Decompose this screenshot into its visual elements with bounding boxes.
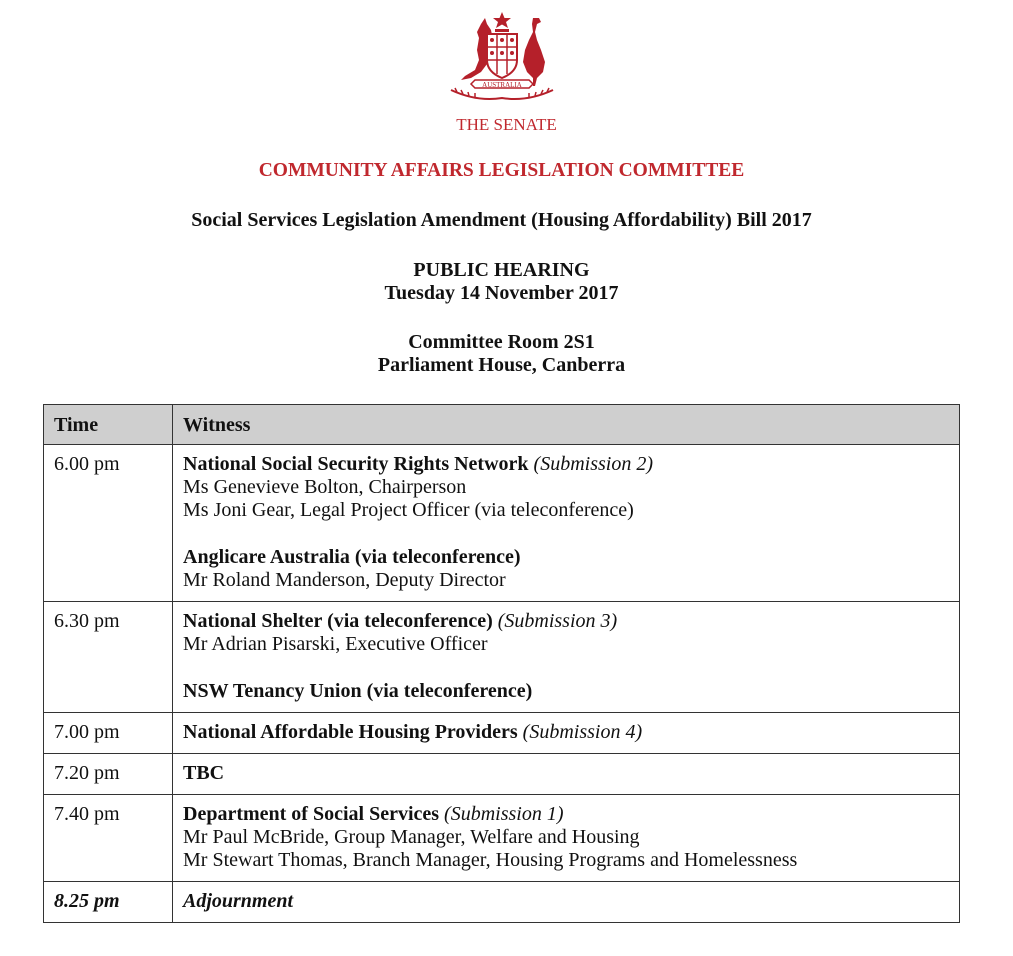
- schedule-table: [43, 404, 960, 923]
- witness-person: Mr Stewart Thomas, Branch Manager, Housing Programs and Homelessness: [183, 849, 798, 871]
- witness-person: Mr Adrian Pisarski, Executive Officer: [183, 633, 488, 655]
- adjournment-time: 8.25 pm: [44, 882, 173, 923]
- witness-cell: [173, 713, 960, 754]
- venue-room: Committee Room 2S1: [408, 331, 595, 353]
- witness-person: Ms Joni Gear, Legal Project Officer (via teleconference): [183, 499, 634, 521]
- organisation-name: NSW Tenancy Union (via teleconference): [183, 680, 533, 702]
- witness-organisation: [183, 762, 949, 785]
- organisation-name: National Social Security Rights Network: [183, 453, 529, 475]
- time-cell: 7.40 pm: [44, 795, 173, 882]
- adjournment-label: Adjournment: [173, 882, 960, 923]
- witness-person: Mr Paul McBride, Group Manager, Welfare and Housing: [183, 826, 640, 848]
- venue-block: [0, 331, 1003, 377]
- group-spacer: [183, 656, 949, 680]
- witness-organisation: [183, 610, 949, 633]
- submission-ref: (Submission 1): [444, 803, 564, 825]
- table-row: [44, 795, 960, 882]
- witness-organisation: [183, 721, 949, 744]
- coat-of-arms-crest: [441, 10, 563, 102]
- organisation-name: National Affordable Housing Providers: [183, 721, 518, 743]
- time-cell: 7.20 pm: [44, 754, 173, 795]
- submission-ref: (Submission 3): [497, 610, 618, 632]
- submission-ref: (Submission 2): [533, 453, 653, 475]
- witness-organisation: [183, 680, 949, 703]
- hearing-block: [0, 259, 1003, 305]
- senate-title: THE SENATE: [456, 115, 557, 134]
- column-header-witness: Witness: [173, 405, 960, 445]
- time-cell: 6.30 pm: [44, 602, 173, 713]
- witness-person: Ms Genevieve Bolton, Chairperson: [183, 476, 467, 498]
- committee-name: COMMUNITY AFFAIRS LEGISLATION COMMITTEE: [258, 160, 745, 181]
- table-row: [44, 602, 960, 713]
- witness-organisation: [183, 453, 949, 476]
- group-spacer: [183, 522, 949, 546]
- time-cell: 7.00 pm: [44, 713, 173, 754]
- organisation-name: TBC: [183, 762, 225, 784]
- witness-cell: [173, 795, 960, 882]
- organisation-name: National Shelter (via teleconference): [183, 610, 493, 632]
- witness-cell: [173, 602, 960, 713]
- table-row: [44, 445, 960, 602]
- bill-title: Social Services Legislation Amendment (Housing Affordability) Bill 2017: [191, 209, 812, 231]
- table-row: [44, 754, 960, 795]
- table-row: [44, 713, 960, 754]
- venue-location: Parliament House, Canberra: [377, 354, 626, 376]
- submission-ref: (Submission 4): [522, 721, 643, 743]
- column-header-time: Time: [44, 405, 173, 445]
- organisation-name: Anglicare Australia (via teleconference): [183, 546, 521, 568]
- witness-organisation: [183, 803, 949, 826]
- organisation-name: Department of Social Services: [183, 803, 440, 825]
- hearing-date: Tuesday 14 November 2017: [384, 282, 619, 304]
- crest-scroll-text: AUSTRALIA: [482, 81, 522, 89]
- adjournment-row: [44, 882, 960, 923]
- table-header-row: [44, 405, 960, 445]
- time-cell: 6.00 pm: [44, 445, 173, 602]
- witness-person: Mr Roland Manderson, Deputy Director: [183, 569, 506, 591]
- witness-organisation: [183, 546, 949, 569]
- witness-cell: [173, 754, 960, 795]
- hearing-label: PUBLIC HEARING: [413, 259, 590, 281]
- witness-cell: [173, 445, 960, 602]
